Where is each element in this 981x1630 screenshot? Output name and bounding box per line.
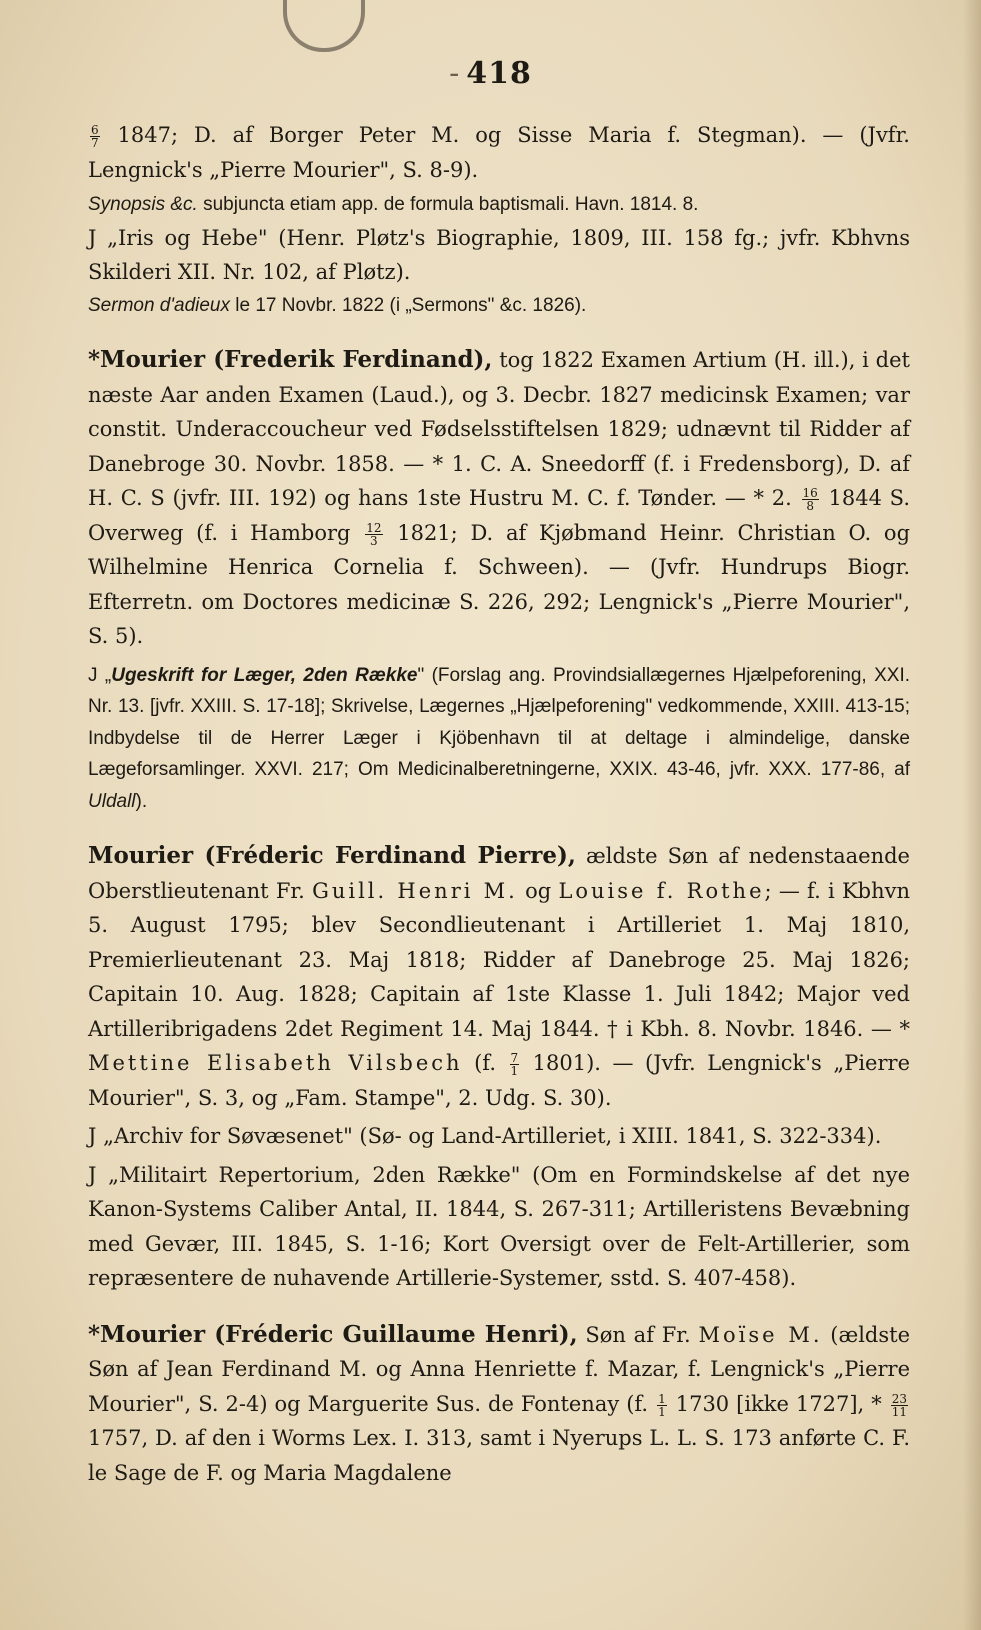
entry-heading: *Mourier (Fréderic Guillaume Henri), <box>88 1320 578 1348</box>
library-stamp-mark <box>283 0 365 52</box>
work-details: le 17 Novbr. 1822 (i „Sermons" &c. 1826). <box>230 294 587 316</box>
fraction-denominator: 1 <box>510 1064 519 1078</box>
entry-text-c: 1821; D. af Kjøbmand Heinr. Christian O. og Wilhelmine Henrica Cornelia f. Schween). — (Jvfr. Hundrups Biogr. Efterretn. om Doctores medicinæ S. 226, 292; Lengnick's „Pierre Mourier", S. 5). <box>88 520 911 648</box>
continuation-line-1: 1847; D. af Borger Peter M. og Sisse Maria f. Stegman). — (Jvfr. <box>117 123 910 147</box>
reference-author: Uldall <box>88 790 136 812</box>
entry-text-a: Søn af Fr. <box>577 1322 699 1347</box>
date-fraction <box>657 1393 667 1418</box>
fraction-numerator: 7 <box>510 1051 519 1065</box>
spaced-name: Guill. Henri M. <box>312 878 518 903</box>
work-title: Synopsis &c. <box>88 194 198 215</box>
entry-continuation <box>88 118 910 187</box>
fraction-numerator: 12 <box>366 520 382 535</box>
page-number-text: 418 <box>466 56 532 91</box>
bibliography-repertorium <box>88 1158 910 1296</box>
entry-text-d: 1757, D. af den i Worms Lex. I. 313, samt i Nyerups L. L. S. 173 anførte C. F. le Sage de F. og Maria Magdalene <box>88 1426 910 1485</box>
entry-text-c: 1730 [ikke 1727], * <box>668 1391 889 1416</box>
page-number: - 418 <box>449 56 532 91</box>
reference-prefix: J „ <box>88 664 112 686</box>
bibliography-iris <box>88 221 910 290</box>
date-fraction <box>802 487 819 512</box>
fraction-numerator: 23 <box>891 1391 907 1406</box>
fraction-numerator: 16 <box>802 486 818 500</box>
fraction-denominator: 7 <box>91 136 99 150</box>
spaced-name: Louise f. Rothe <box>558 878 765 903</box>
fraction-denominator: 11 <box>891 1404 907 1419</box>
entry-text-a: ældste Søn af nedenstaaende Oberstlieutenant Fr. <box>88 844 910 903</box>
reference-end: ). <box>135 790 148 812</box>
page-edge-shadow <box>963 0 981 1630</box>
work-title: Sermon d'adieux <box>88 294 230 316</box>
work-details: subjuncta etiam app. de formula baptismali. Havn. 1814. 8. <box>197 194 699 215</box>
entry-frederic-guillaume-henri <box>88 1318 910 1491</box>
entry-heading: *Mourier (Frederik Ferdinand), <box>88 346 493 373</box>
entry-text-b: (ældste Søn af Jean Ferdinand M. og Anna Henriette f. Mazar, f. Lengnick's „Pierre Mourier", S. 2-4) og Marguerite Sus. de Fontenay (f. <box>88 1322 910 1416</box>
fraction-denominator: 1 <box>658 1404 666 1419</box>
bibliography-synopsis <box>88 189 910 221</box>
fraction-denominator: 8 <box>806 499 814 513</box>
entry-text-b: og <box>517 878 559 903</box>
entry-text-e: 1801). — (Jvfr. Lengnick's „Pierre Mourier", S. 3, og „Fam. Stampe", 2. Udg. S. 30). <box>88 1051 910 1110</box>
date-fraction <box>365 522 382 547</box>
entry-frederic-ferdinand-pierre <box>88 839 910 1115</box>
spaced-name: Mettine Elisabeth Vilsbech <box>88 1051 463 1075</box>
work-title: Ugeskrift for Læger, 2den Række <box>111 664 418 686</box>
fraction-denominator: 3 <box>370 533 378 548</box>
reference-text: " (Forslag ang. Provindsiallægernes Hjælpeforening, XXI. Nr. 13. [jvfr. XXIII. S. 17-18]; Skrivelse, Lægernes „Hjælpeforening" vedkommende, XXIII. 413-15; Indbydelse til de Herrer Læger i Kjöbenhavn til at deltage i almindelige, danske Lægeforsamlinger. XXVI. 217; Om Medicinalberetningerne, XXIX. 43-46, jvfr. XXX. 177-86, af <box>88 664 910 780</box>
bibliography-ugeskrift <box>88 660 910 818</box>
fraction-numerator: 1 <box>658 1391 666 1406</box>
page-body <box>88 118 910 1490</box>
entry-text-d: (f. <box>462 1051 508 1075</box>
entry-heading: Mourier (Fréderic Ferdinand Pierre), <box>88 842 576 869</box>
bibliography-sermon <box>88 290 910 322</box>
entry-text-c: ; — f. i Kbhvn 5. August 1795; blev Secondlieutenant i Artilleriet 1. Maj 1810, Premierlieutenant 23. Maj 1818; Ridder af Danebroge 25. Maj 1826; Capitain 10. Aug. 1828; Capitain af 1ste Klasse 1. Juli 1842; Major ved Artilleribrigadens 2det Regiment 14. Maj 1844. † i Kbh. 8. Novbr. 1846. — * <box>88 878 910 1041</box>
fraction-numerator: 6 <box>91 123 99 137</box>
bibliography-archiv <box>88 1119 910 1154</box>
reference-text: J „Iris og Hebe" (Henr. Pløtz's Biographie, 1809, III. 158 fg.; jvfr. Kbhvns Skilderi XII. Nr. 102, af Pløtz). <box>88 225 910 284</box>
spaced-name: Moïse M. <box>698 1322 823 1347</box>
entry-frederik-ferdinand <box>88 343 910 654</box>
date-fraction <box>891 1393 908 1418</box>
entry-text-a: tog 1822 Examen Artium (H. ill.), i det næste Aar anden Examen (Laud.), og 3. Decbr. 1827 medicinsk Examen; var constit. Underaccoucheur ved Fødselsstiftelsen 1829; udnævnt til Ridder af Danebroge 30. Novbr. 1858. — * 1. C. A. Sneedorff (f. i Fredensborg), D. af H. C. S (jvfr. III. 192) og hans 1ste Hustru M. C. f. Tønder. — * 2. <box>88 348 910 510</box>
reference-text: J „Archiv for Søvæsenet" (Sø- og Land-Artilleriet, i XIII. 1841, S. 322-334). <box>88 1124 882 1148</box>
date-fraction <box>510 1052 520 1077</box>
date-fraction <box>90 124 100 149</box>
entry-text-b: 1844 S. Overweg (f. i Hamborg <box>88 486 910 545</box>
continuation-line-2: Lengnick's „Pierre Mourier", S. 8-9). <box>88 157 479 182</box>
reference-text: J „Militairt Repertorium, 2den Række" (Om en Formindskelse af det nye Kanon-Systems Caliber Antal, II. 1844, S. 267-311; Artilleristens Bevæbning med Gevær, III. 1845, S. 1-16; Kort Oversigt over de Felt-Artillerier, som repræsentere de nuhavende Artillerie-Systemer, sstd. S. 407-458). <box>88 1162 910 1290</box>
